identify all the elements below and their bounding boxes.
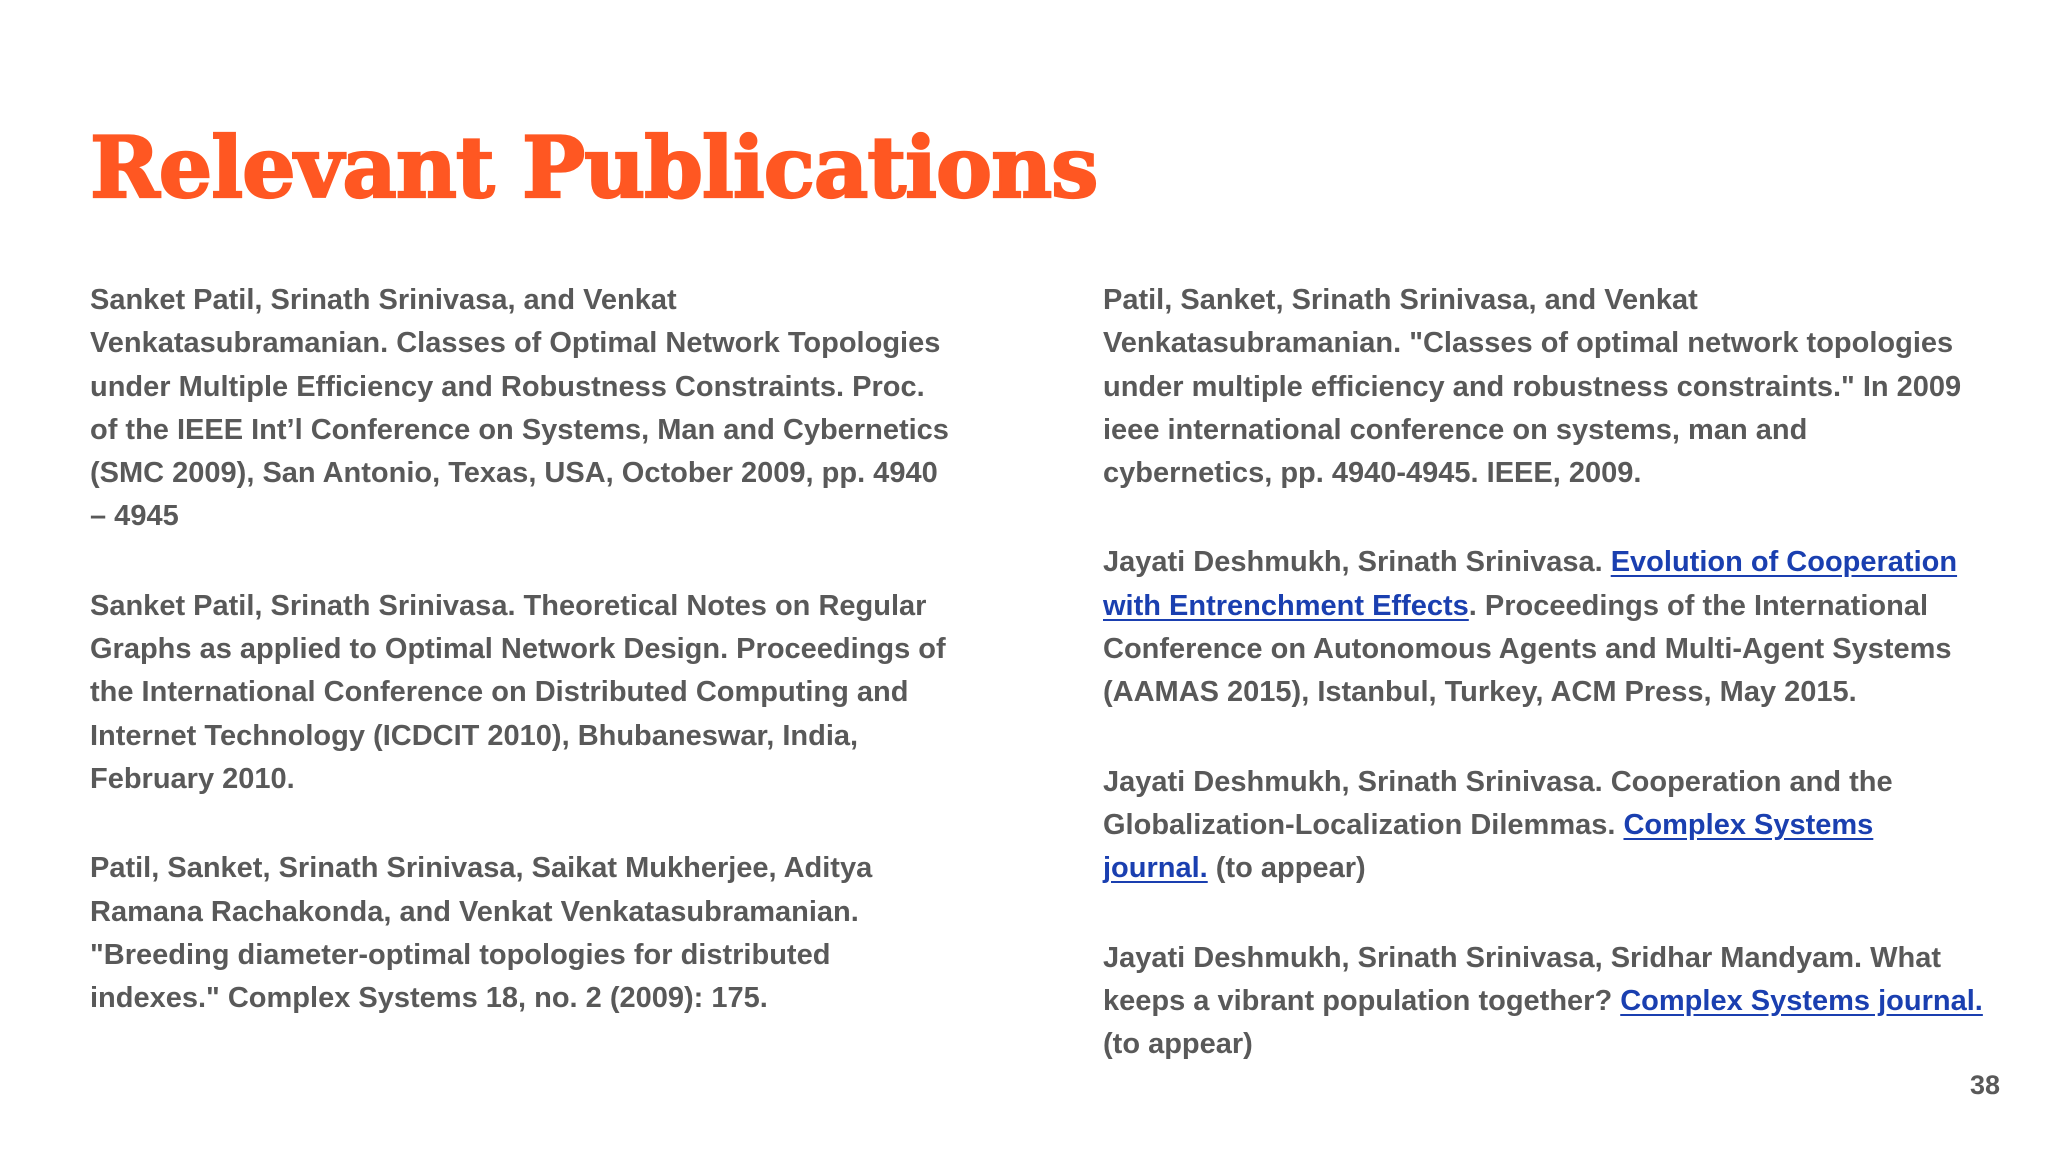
publication-entry: Patil, Sanket, Srinath Srinivasa, Saikat Mukherjee, Aditya Ramana Rachakonda, and Venkat Venkatasubramanian. "Breeding diameter-optimal topologies for distributed indexes." Complex Systems 18, no. 2 (2009): 175. bbox=[90, 852, 873, 1015]
publication-details: (to appear) bbox=[1103, 1028, 1253, 1061]
publication-entry: Patil, Sanket, Srinath Srinivasa, and Venkat Venkatasubramanian. "Classes of optimal network topologies under multiple efficiency and robustness constraints." In 2009 ieee international conference on systems, man and cybernetics, pp. 4940-4945. IEEE, 2009. bbox=[1103, 284, 1962, 490]
publication-link-evolution-of-cooperation[interactable]: Evolution of Cooperation with Entrenchment Effects bbox=[1103, 546, 1958, 622]
publication-entry bbox=[1103, 541, 1983, 714]
right-publications-column bbox=[1103, 279, 1983, 1112]
publication-details: . Proceedings of the International Conference on Autonomous Agents and Multi-Agent Systems (AAMAS 2015), Istanbul, Turkey, ACM Press, May 2015. bbox=[1103, 589, 1952, 709]
publication-link-complex-systems-journal[interactable]: Complex Systems journal. bbox=[1620, 984, 1983, 1017]
publication-authors: Jayati Deshmukh, Srinath Srinivasa. Cooperation and the Globalization-Localization Dilemmas. bbox=[1103, 765, 1893, 841]
publication-authors: Jayati Deshmukh, Srinath Srinivasa, Sridhar Mandyam. What keeps a vibrant population together? bbox=[1103, 941, 1942, 1017]
publication-entry bbox=[1103, 937, 1983, 1067]
publication-details: (to appear) bbox=[1207, 852, 1366, 885]
left-publications-column bbox=[90, 279, 950, 1066]
page-number: 38 bbox=[1969, 1070, 2000, 1100]
slide-title: Relevant Publications bbox=[90, 118, 1098, 217]
publication-entry: Sanket Patil, Srinath Srinivasa, and Venkat Venkatasubramanian. Classes of Optimal Network Topologies under Multiple Efficiency and Robustness Constraints. Proc. of the IEEE Int’l Conference on Systems, Man and Cybernetics (SMC 2009), San Antonio, Texas, USA, October 2009, pp. 4940 – 4945 bbox=[90, 284, 949, 533]
publication-entry: Sanket Patil, Srinath Srinivasa. Theoretical Notes on Regular Graphs as applied to Optimal Network Design. Proceedings of the International Conference on Distributed Computing and Internet Technology (ICDCIT 2010), Bhubaneswar, India, February 2010. bbox=[90, 589, 946, 795]
publication-entry bbox=[1103, 761, 1983, 891]
publication-link-complex-systems-journal[interactable]: Complex Systems journal. bbox=[1103, 808, 1874, 885]
publication-authors: Jayati Deshmukh, Srinath Srinivasa. bbox=[1103, 546, 1611, 579]
